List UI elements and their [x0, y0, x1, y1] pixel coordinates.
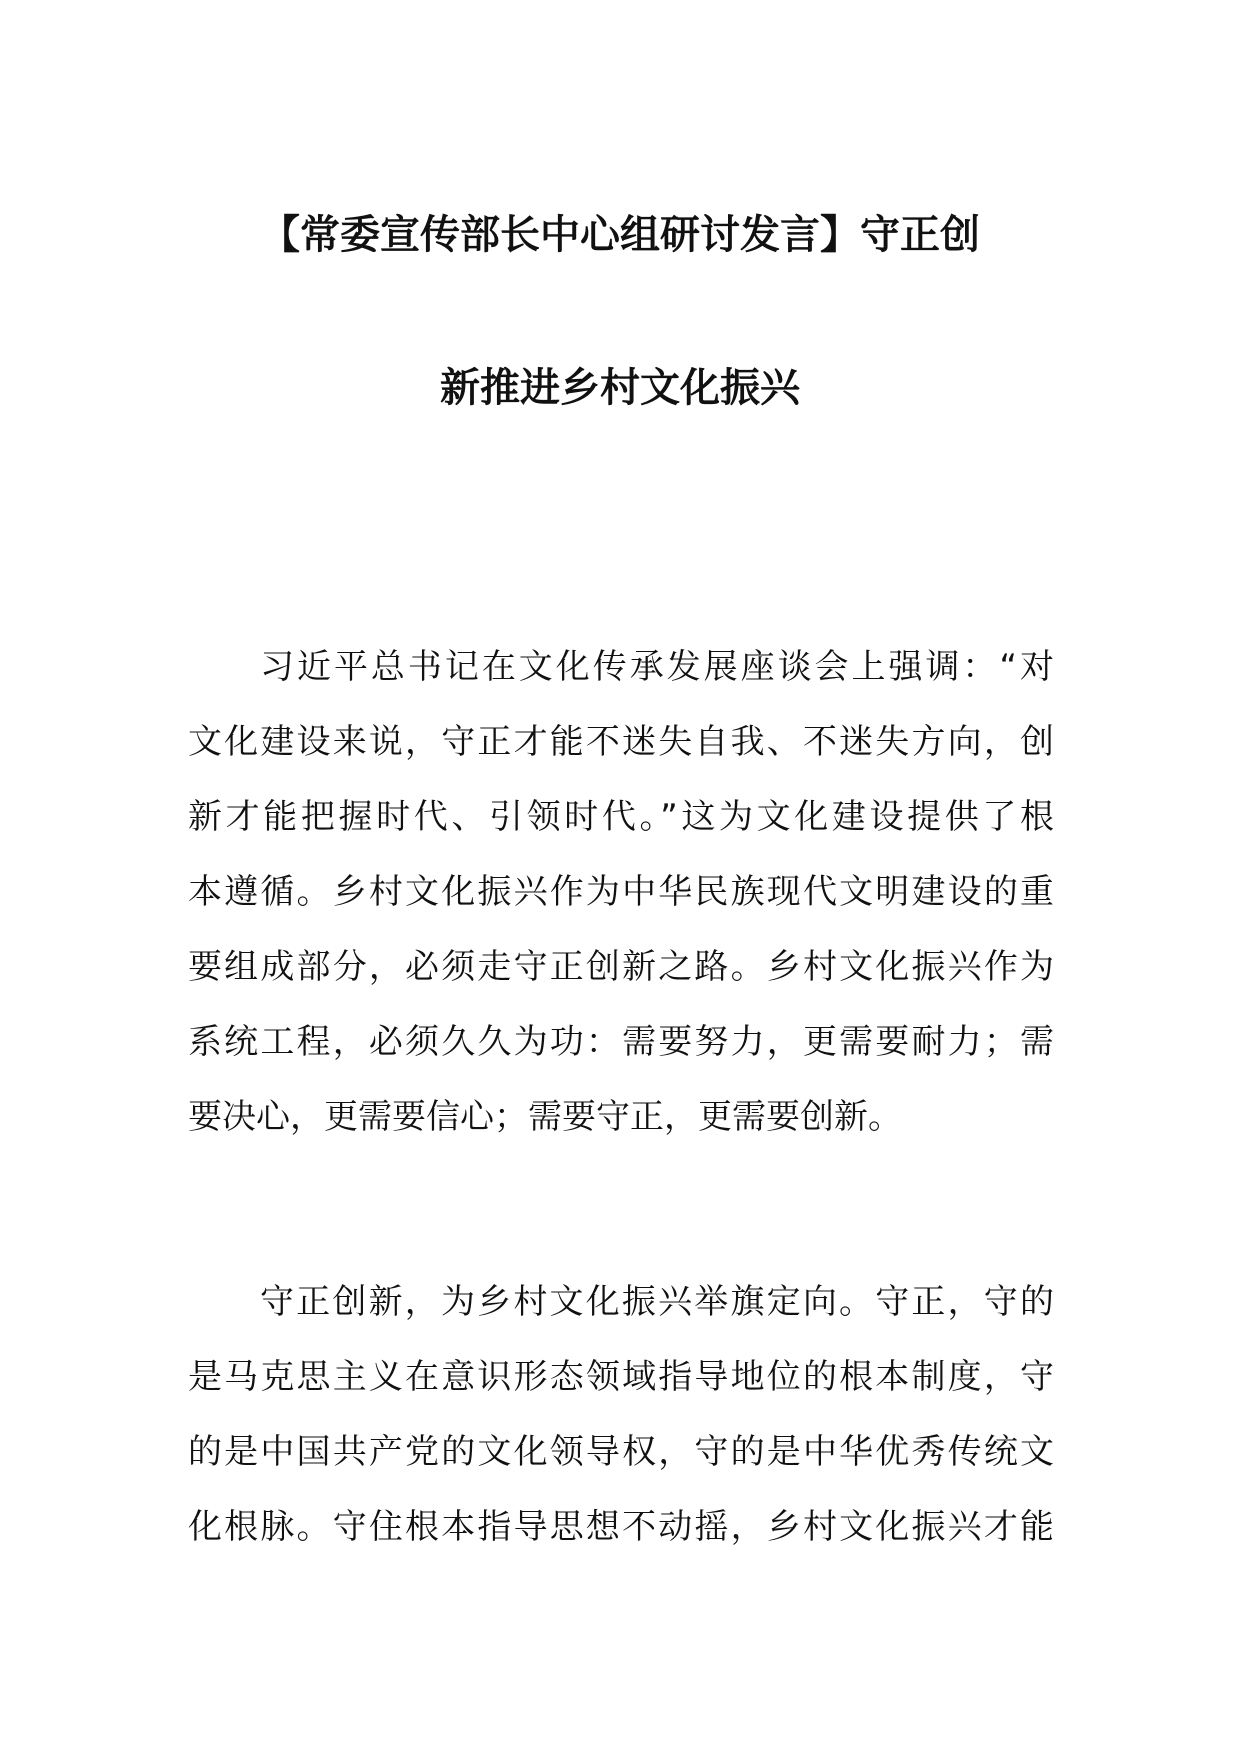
paragraph-2-line: 守正创新，为乡村文化振兴举旗定向。守正，守的 — [260, 1282, 1054, 1322]
document-title-line-2: 新推进乡村文化振兴 — [440, 365, 800, 411]
paragraph-2-line: 是马克思主义在意识形态领域指导地位的根本制度，守 — [188, 1357, 1054, 1397]
paragraph-1 — [188, 630, 1054, 1155]
paragraph-2-line: 化根脉。守住根本指导思想不动摇，乡村文化振兴才能 — [188, 1507, 1054, 1547]
paragraph-1-line: 新才能把握时代、引领时代。”这为文化建设提供了根 — [188, 797, 1054, 837]
paragraph-1-line: 系统工程，必须久久为功：需要努力，更需要耐力；需 — [188, 1022, 1054, 1062]
document-title-line-1: 【常委宣传部长中心组研讨发言】守正创 — [260, 212, 980, 258]
paragraph-2-line: 的是中国共产党的文化领导权，守的是中华优秀传统文 — [188, 1432, 1054, 1472]
paragraph-1-line: 习近平总书记在文化传承发展座谈会上强调：“对 — [260, 647, 1054, 687]
paragraph-1-line: 文化建设来说，守正才能不迷失自我、不迷失方向，创 — [188, 722, 1054, 762]
paragraph-1-line: 要组成部分，必须走守正创新之路。乡村文化振兴作为 — [188, 947, 1054, 987]
paragraph-2 — [188, 1265, 1054, 1565]
paragraph-1-line: 要决心，更需要信心；需要守正，更需要创新。 — [188, 1097, 902, 1137]
paragraph-1-line: 本遵循。乡村文化振兴作为中华民族现代文明建设的重 — [188, 872, 1054, 912]
